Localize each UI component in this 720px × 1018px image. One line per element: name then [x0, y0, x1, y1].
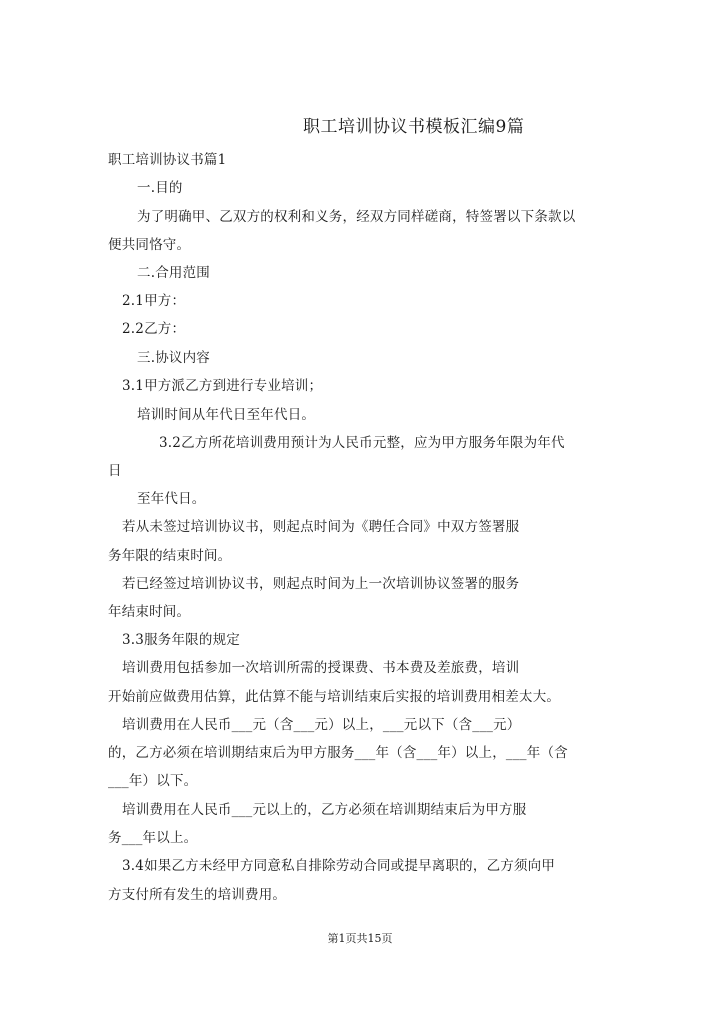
- paragraph-line: ___年）以下。: [108, 773, 198, 789]
- paragraph-line: 至年代日。: [137, 491, 206, 507]
- paragraph-line: 培训费用在人民币___元（含___元）以上，___元以下（含___元）: [122, 717, 521, 733]
- paragraph-line: 务___年以上。: [108, 830, 198, 846]
- paragraph-line: 培训费用包括参加一次培训所需的授课费、书本费及差旅费，培训: [122, 660, 520, 676]
- paragraph-line: 2.2乙方：: [122, 321, 186, 337]
- paragraph-line: 方支付所有发生的培训费用。: [108, 887, 287, 903]
- paragraph-line: 一.目的: [137, 180, 183, 196]
- paragraph-line: 培训时间从年代日至年代日。: [137, 407, 316, 423]
- paragraph-line: 务年限的结束时间。: [108, 548, 232, 564]
- paragraph-line: 3.2乙方所花培训费用预计为人民币元整，应为甲方服务年限为年代: [159, 435, 565, 451]
- paragraph-line: 为了明确甲、乙双方的权利和义务，经双方同样磋商，特签署以下条款以: [137, 209, 576, 225]
- paragraph-line: 3.1甲方派乙方到进行专业培训；: [122, 378, 323, 394]
- paragraph-line: 的，乙方必须在培训期结束后为甲方服务___年（含___年）以上，___年（含: [108, 745, 568, 761]
- page-footer: 第1页共15页: [327, 932, 393, 945]
- paragraph-line: 二.合用范围: [137, 265, 210, 281]
- document-title: 职工培训协议书模板汇编9篇: [303, 117, 525, 137]
- paragraph-line: 若从未签过培训协议书，则起点时间为《聘任合同》中双方签署服: [122, 519, 520, 535]
- paragraph-line: 2.1甲方：: [122, 293, 186, 309]
- paragraph-line: 便共同恪守。: [108, 237, 191, 253]
- paragraph-line: 若已经签过培训协议书，则起点时间为上一次培训协议签署的服务: [122, 576, 520, 592]
- section-heading: 职工培训协议书篇1: [108, 152, 227, 168]
- paragraph-line: 开始前应做费用估算，此估算不能与培训结束后实报的培训费用相差太大。: [108, 689, 561, 705]
- paragraph-line: 3.3服务年限的规定: [122, 632, 240, 648]
- paragraph-line: 年结束时间。: [108, 604, 191, 620]
- paragraph-line: 3.4如果乙方未经甲方同意私自排除劳动合同或提早离职的，乙方须向甲: [122, 858, 556, 874]
- paragraph-line: 日: [108, 463, 122, 479]
- paragraph-line: 三.协议内容: [137, 350, 210, 366]
- paragraph-line: 培训费用在人民币___元以上的，乙方必须在培训期结束后为甲方服: [122, 802, 527, 818]
